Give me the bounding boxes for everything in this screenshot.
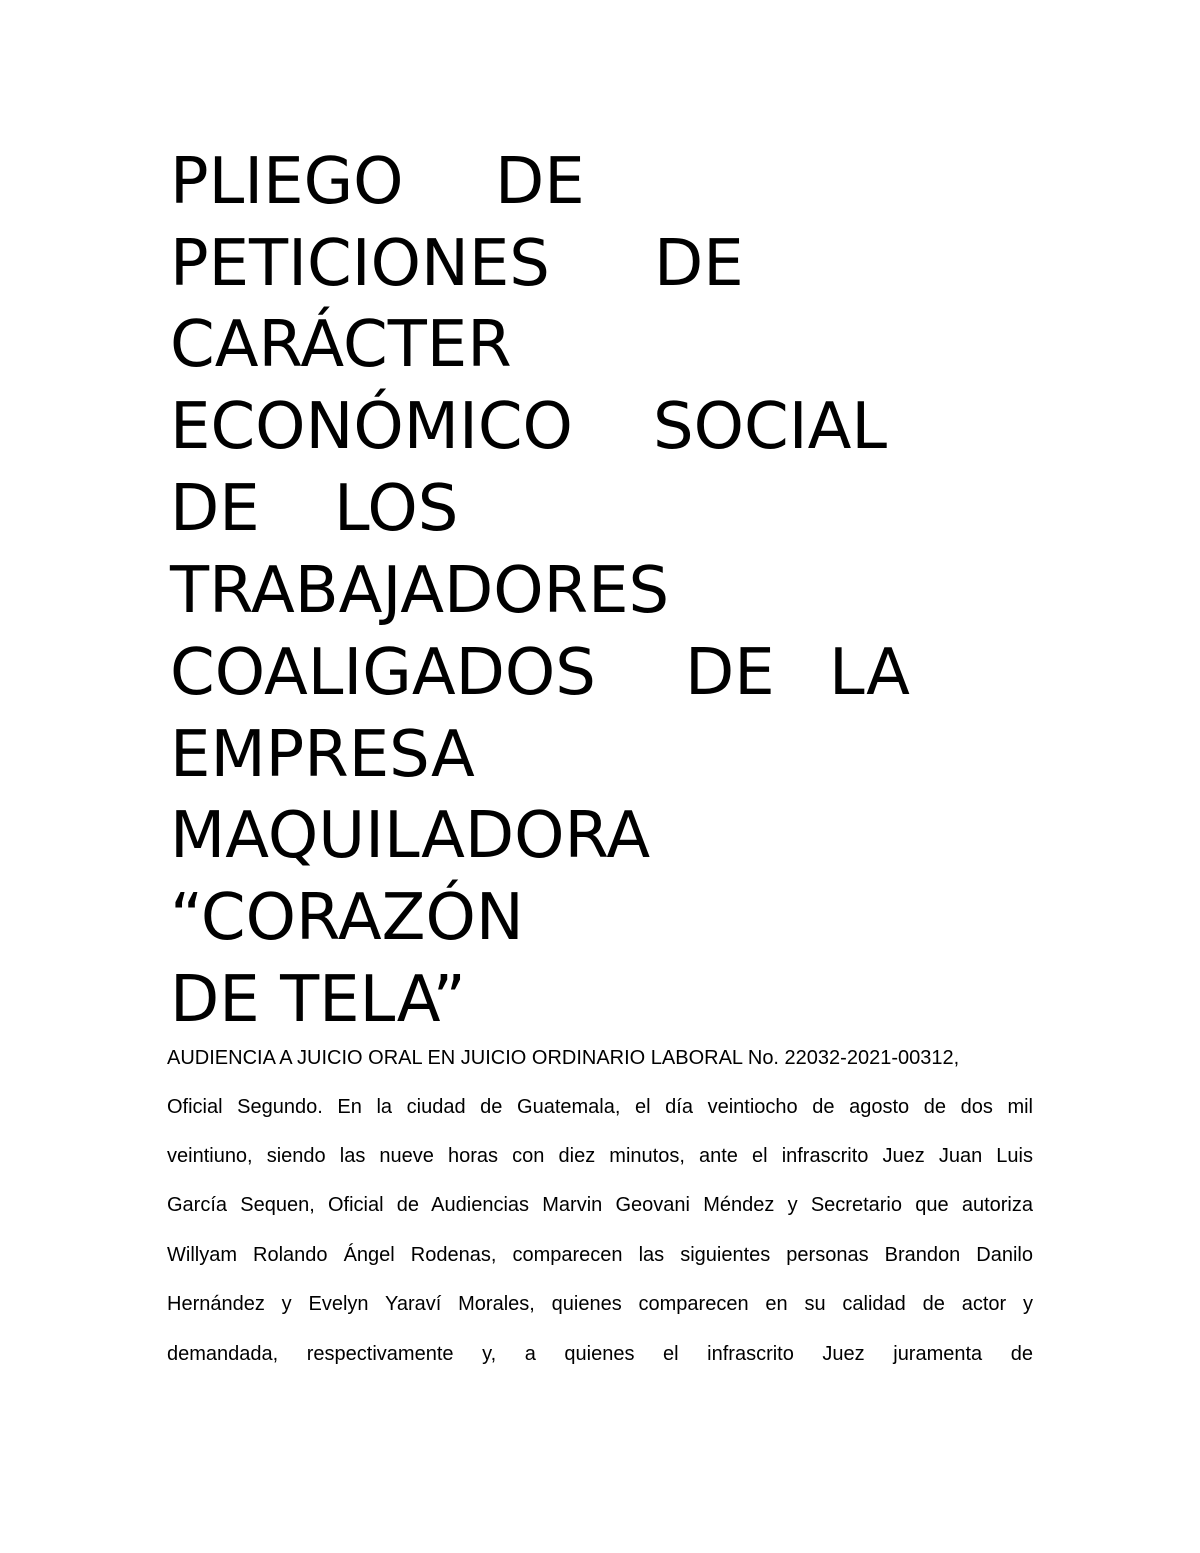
title-word: MAQUILADORA [170, 799, 651, 873]
title-line-11 [170, 963, 466, 1037]
title-line-10 [170, 881, 524, 955]
body-line: Hernández y Evelyn Yaraví Morales, quienes comparecen en su calidad de actor y [167, 1293, 1033, 1315]
title-line-3 [170, 308, 512, 382]
title-line-9 [170, 799, 651, 873]
title-word: CARÁCTER [170, 308, 512, 382]
title-word: TRABAJADORES [170, 554, 670, 628]
title-word: SOCIAL [653, 390, 887, 464]
title-word: DE [685, 636, 775, 710]
title-word: EMPRESA [170, 718, 475, 792]
title-word: DE [170, 472, 260, 546]
title-line-6 [170, 554, 670, 628]
title-line-2 [170, 227, 744, 301]
body-line: Oficial Segundo. En la ciudad de Guatemala, el día veintiocho de agosto de dos mil [167, 1096, 1033, 1118]
title-line-8 [170, 718, 475, 792]
body-line: veintiuno, siendo las nueve horas con diez minutos, ante el infrascrito Juez Juan Luis [167, 1145, 1033, 1167]
title-line-1 [170, 145, 585, 219]
title-word: DE [495, 145, 585, 219]
title-word: COALIGADOS [170, 636, 596, 710]
title-word: PETICIONES [170, 227, 550, 301]
title-line-7 [170, 636, 910, 710]
title-line-4 [170, 390, 887, 464]
body-line: AUDIENCIA A JUICIO ORAL EN JUICIO ORDINARIO LABORAL No. 22032-2021-00312, [167, 1047, 960, 1069]
body-line: Willyam Rolando Ángel Rodenas, comparecen las siguientes personas Brandon Danilo [167, 1244, 1033, 1266]
title-word: ECONÓMICO [170, 390, 573, 464]
title-word: PLIEGO [170, 145, 404, 219]
title-word: LOS [334, 472, 459, 546]
title-word: DE [654, 227, 744, 301]
body-line: García Sequen, Oficial de Audiencias Marvin Geovani Méndez y Secretario que autoriza [167, 1194, 1033, 1216]
title-line-5 [170, 472, 459, 546]
title-word: LA [829, 636, 910, 710]
title-word: DE TELA” [170, 963, 466, 1037]
body-line: demandada, respectivamente y, a quienes el infrascrito Juez juramenta de [167, 1343, 1033, 1365]
title-word: “CORAZÓN [170, 881, 524, 955]
